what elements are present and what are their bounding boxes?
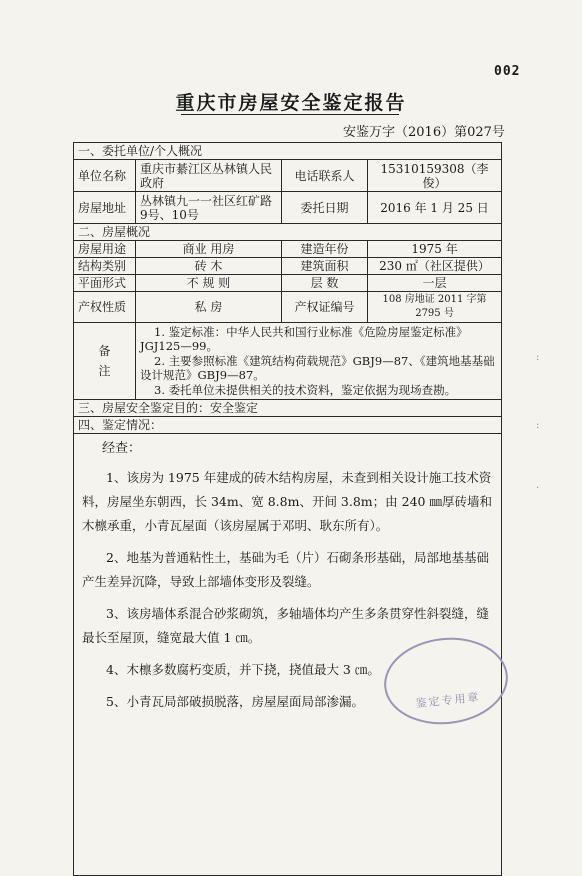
margin-mark: . bbox=[536, 480, 540, 491]
plan-label: 平面形式 bbox=[74, 275, 136, 292]
date-value: 2016 年 1 月 25 日 bbox=[368, 192, 502, 224]
notes-label-char-2: 注 bbox=[98, 364, 111, 378]
section1-header: 一、委托单位/个人概况 bbox=[74, 143, 502, 160]
finding-paragraph: 2、地基为普通粘性土，基础为毛（片）石砌条形基础，局部地基基础产生差异沉降，导致上部墙体变形及裂缝。 bbox=[82, 550, 489, 589]
note-item: 1. 鉴定标准：中华人民共和国行业标准《危险房屋鉴定标准》JGJ125—99。 bbox=[140, 325, 468, 353]
unit-value: 重庆市綦江区丛林镇人民政府 bbox=[136, 160, 282, 192]
stamp-text: 鉴定专用章 bbox=[415, 690, 482, 711]
margin-mark: : bbox=[536, 420, 540, 431]
section4-header: 四、鉴定情况： bbox=[74, 417, 502, 434]
address-label: 房屋地址 bbox=[74, 192, 136, 224]
notes-content bbox=[136, 323, 502, 400]
year-value: 1975 年 bbox=[368, 241, 502, 258]
area-value: 230 ㎡（社区提供） bbox=[368, 258, 502, 275]
ownership-label: 产权性质 bbox=[74, 292, 136, 323]
date-label: 委托日期 bbox=[282, 192, 368, 224]
notes-label bbox=[74, 323, 136, 400]
contact-value: 15310159308（李俊） bbox=[368, 160, 502, 192]
section3-header: 三、房屋安全鉴定目的：安全鉴定 bbox=[74, 400, 502, 417]
ownership-value: 私 房 bbox=[136, 292, 282, 323]
notes-label-char-1: 备 bbox=[98, 344, 111, 358]
contact-label: 电话联系人 bbox=[282, 160, 368, 192]
cert-value: 108 房地证 2011 字第 2795 号 bbox=[368, 292, 502, 323]
note-item: 3. 委托单位未提供相关的技术资料，鉴定依据为现场查勘。 bbox=[154, 383, 457, 397]
note-item: 2. 主要参照标准《建筑结构荷载规范》GBJ9—87、《建筑地基基础设计规范》GBJ9—87。 bbox=[140, 354, 495, 382]
structure-value: 砖 木 bbox=[136, 258, 282, 275]
plan-value: 不 规 则 bbox=[136, 275, 282, 292]
finding-paragraph: 5、小青瓦局部破损脱落，房屋屋面局部渗漏。 bbox=[106, 694, 364, 709]
finding-paragraph: 1、该房为 1975 年建成的砖木结构房屋，未查到相关设计施工技术资料，房屋坐东朝西，长 34m、宽 8.8m、开间 3.8m；由 240 ㎜厚砖墙和木檩承重，小青瓦屋面（该房屋属于邓明、耿东所有）。 bbox=[82, 470, 492, 533]
unit-label: 单位名称 bbox=[74, 160, 136, 192]
document-number: 安鉴万字（2016）第027号 bbox=[343, 125, 505, 140]
findings-subheading: 经查： bbox=[102, 441, 142, 456]
use-label: 房屋用途 bbox=[74, 241, 136, 258]
floors-value: 一层 bbox=[368, 275, 502, 292]
section2-header: 二、房屋概况 bbox=[74, 224, 502, 241]
margin-mark: : bbox=[536, 352, 540, 363]
finding-paragraph: 4、木檩多数腐朽变质，并下挠，挠值最大 3 ㎝。 bbox=[106, 662, 380, 677]
document-title: 重庆市房屋安全鉴定报告 bbox=[175, 92, 407, 114]
title-underline bbox=[181, 114, 399, 115]
page-number: 002 bbox=[494, 64, 521, 79]
report-form bbox=[73, 142, 502, 876]
area-label: 建筑面积 bbox=[282, 258, 368, 275]
structure-label: 结构类别 bbox=[74, 258, 136, 275]
cert-label: 产权证编号 bbox=[282, 292, 368, 323]
use-value: 商业 用房 bbox=[136, 241, 282, 258]
floors-label: 层 数 bbox=[282, 275, 368, 292]
finding-paragraph: 3、该房墙体系混合砂浆砌筑，多轴墙体均产生多条贯穿性斜裂缝，缝最长至屋顶，缝宽最大值 1 ㎝。 bbox=[82, 606, 489, 645]
year-label: 建造年份 bbox=[282, 241, 368, 258]
address-value: 丛林镇九一一社区红矿路9号、10号 bbox=[136, 192, 282, 224]
